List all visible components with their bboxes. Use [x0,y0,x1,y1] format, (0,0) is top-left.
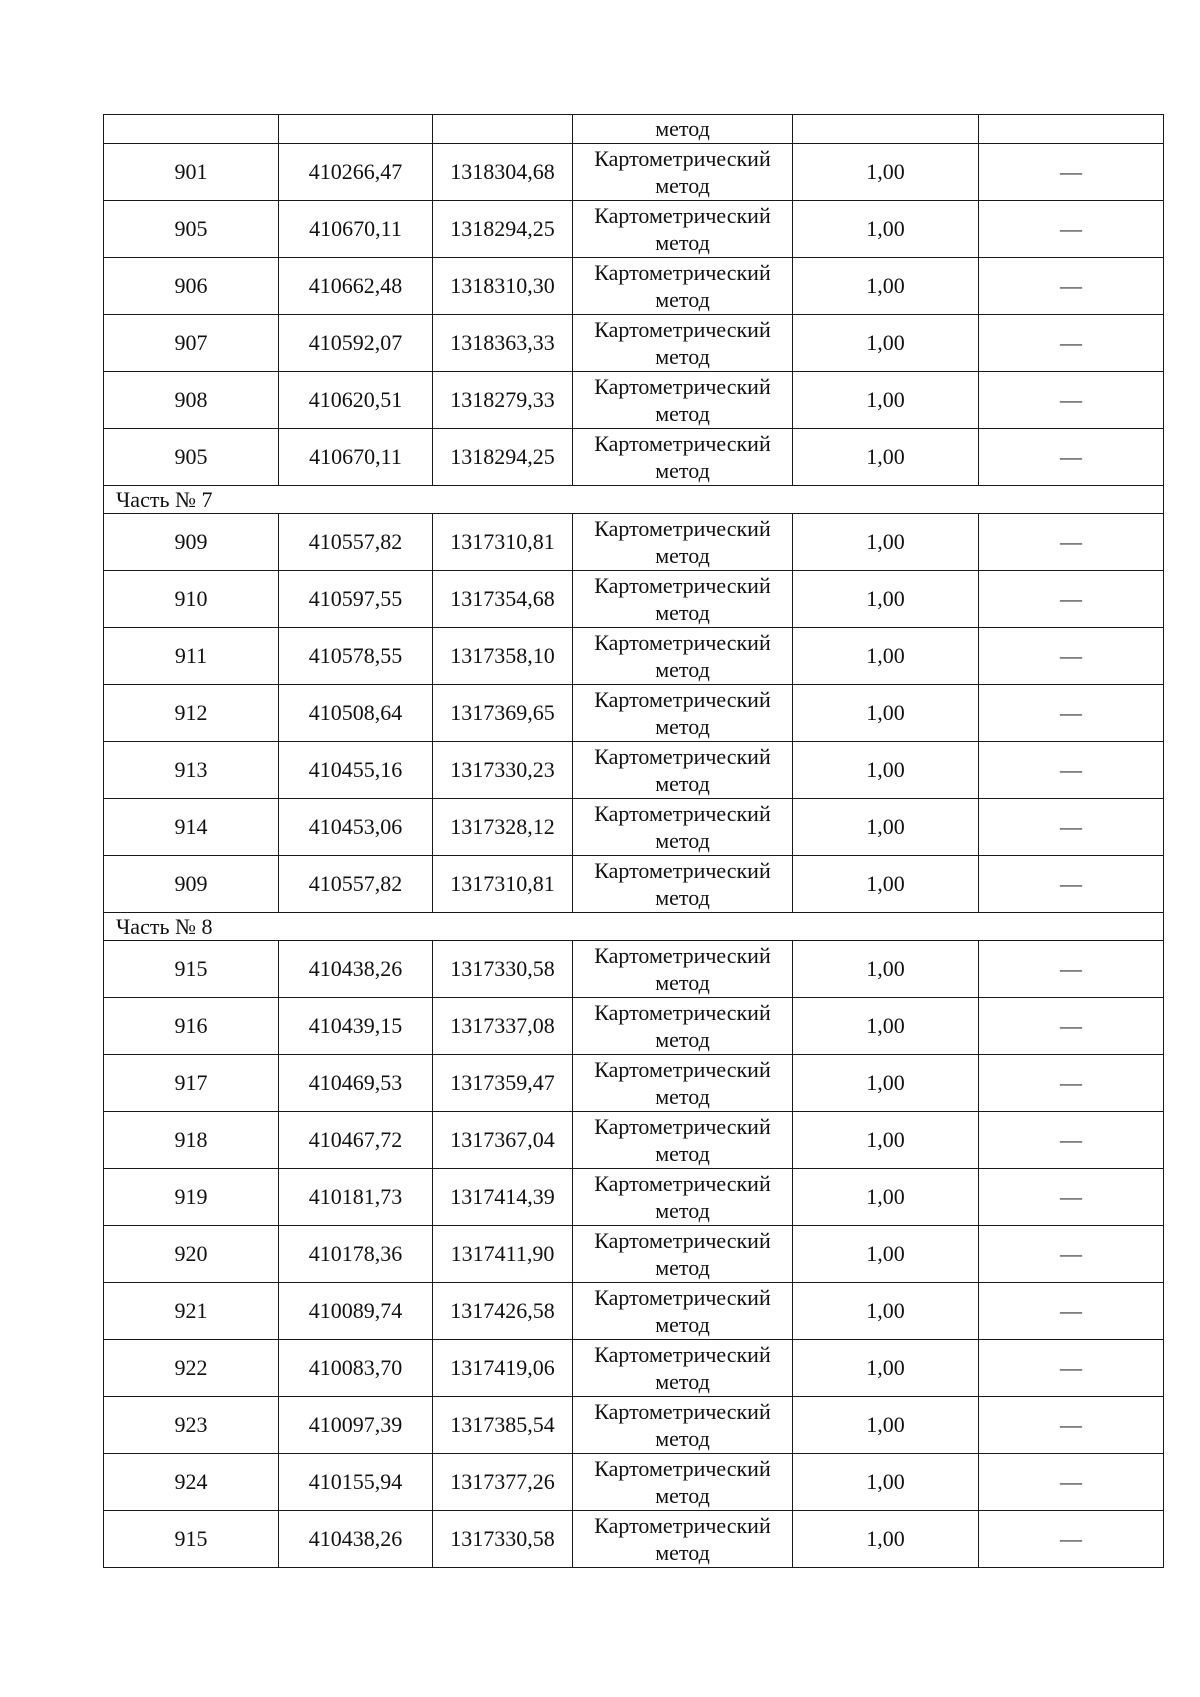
cell-method [573,1397,793,1454]
cell-error: 1,00 [793,685,979,742]
cell-method [573,799,793,856]
cell-point: 915 [104,941,279,998]
cell-method [573,941,793,998]
cell-method [573,1511,793,1568]
cell-error: 1,00 [793,941,979,998]
cell-note: — [979,1340,1164,1397]
cell-point: 923 [104,1397,279,1454]
cell-y: 1317354,68 [433,571,573,628]
method-line-2: метод [655,1483,710,1508]
cell-x: 410670,11 [279,201,433,258]
cell-note: — [979,144,1164,201]
table-row [104,799,1164,856]
cell-point: 909 [104,514,279,571]
cell-method: метод [573,115,793,144]
cell-method [573,1112,793,1169]
cell-method [573,998,793,1055]
method-line-2: метод [655,970,710,995]
cell-point: 918 [104,1112,279,1169]
method-line-2: метод [655,1369,710,1394]
cell-x: 410438,26 [279,941,433,998]
continued-row [104,115,1164,144]
cell-y: 1317377,26 [433,1454,573,1511]
cell-note: — [979,1169,1164,1226]
cell-note: — [979,514,1164,571]
cell-error: 1,00 [793,998,979,1055]
cell-error: 1,00 [793,258,979,315]
cell-error: 1,00 [793,429,979,486]
cell-x: 410266,47 [279,144,433,201]
method-line-1: Картометрический [594,801,771,826]
cell-x: 410438,26 [279,1511,433,1568]
cell-y: 1317328,12 [433,799,573,856]
table-row [104,372,1164,429]
cell-note: — [979,1283,1164,1340]
cell-x: 410181,73 [279,1169,433,1226]
cell-error: 1,00 [793,1169,979,1226]
method-line-2: метод [655,1084,710,1109]
cell-y: 1318279,33 [433,372,573,429]
method-line-1: Картометрический [594,687,771,712]
cell-error: 1,00 [793,1283,979,1340]
method-line-2: метод [655,600,710,625]
cell-method [573,571,793,628]
cell-x: 410089,74 [279,1283,433,1340]
method-line-2: метод [655,1540,710,1565]
cell-method [573,144,793,201]
cell-method [573,1226,793,1283]
section-header-row [104,486,1164,514]
cell-point: 901 [104,144,279,201]
cell-note: — [979,742,1164,799]
method-line-1: Картометрический [594,1285,771,1310]
cell-y: 1318294,25 [433,201,573,258]
cell-x: 410455,16 [279,742,433,799]
cell-point: 917 [104,1055,279,1112]
cell-note: — [979,998,1164,1055]
cell-x: 410508,64 [279,685,433,742]
cell-point: 916 [104,998,279,1055]
cell-y: 1318304,68 [433,144,573,201]
cell-y: 1317358,10 [433,628,573,685]
cell-error: 1,00 [793,628,979,685]
cell-y: 1317310,81 [433,514,573,571]
cell-error: 1,00 [793,1511,979,1568]
cell-error: 1,00 [793,1340,979,1397]
method-line-1: Картометрический [594,1456,771,1481]
cell-error: 1,00 [793,514,979,571]
cell-method [573,685,793,742]
cell-point: 905 [104,429,279,486]
method-line-1: Картометрический [594,1399,771,1424]
cell-y: 1317414,39 [433,1169,573,1226]
cell-note: — [979,258,1164,315]
cell-point: 919 [104,1169,279,1226]
cell-y: 1318310,30 [433,258,573,315]
cell-y: 1317385,54 [433,1397,573,1454]
cell-x: 410670,11 [279,429,433,486]
cell-note: — [979,1454,1164,1511]
cell-note: — [979,941,1164,998]
cell-x: 410578,55 [279,628,433,685]
cell-error: 1,00 [793,571,979,628]
method-line-2: метод [655,828,710,853]
method-line-1: Картометрический [594,1114,771,1139]
cell-point [104,115,279,144]
cell-y: 1317367,04 [433,1112,573,1169]
cell-point: 908 [104,372,279,429]
cell-note: — [979,315,1164,372]
cell-y: 1317426,58 [433,1283,573,1340]
cell-y: 1317419,06 [433,1340,573,1397]
cell-note: — [979,628,1164,685]
cell-error: 1,00 [793,742,979,799]
cell-method [573,1283,793,1340]
cell-note: — [979,685,1164,742]
table-row [104,742,1164,799]
cell-error: 1,00 [793,1055,979,1112]
cell-method [573,1055,793,1112]
cell-y: 1317330,58 [433,1511,573,1568]
cell-point: 906 [104,258,279,315]
method-line-1: Картометрический [594,374,771,399]
method-line-2: метод [655,401,710,426]
cell-x: 410155,94 [279,1454,433,1511]
method-line-2: метод [655,230,710,255]
method-line-2: метод [655,173,710,198]
cell-error: 1,00 [793,144,979,201]
table-row [104,514,1164,571]
method-line-1: Картометрический [594,203,771,228]
method-line-2: метод [655,287,710,312]
method-line-2: метод [655,543,710,568]
cell-method [573,856,793,913]
table-body [104,115,1164,1568]
cell-note: — [979,571,1164,628]
table-row [104,1511,1164,1568]
method-line-1: Картометрический [594,516,771,541]
method-line-1: Картометрический [594,1342,771,1367]
method-line-2: метод [655,1198,710,1223]
cell-method [573,628,793,685]
cell-note: — [979,1511,1164,1568]
cell-x: 410439,15 [279,998,433,1055]
cell-method [573,201,793,258]
cell-y: 1317337,08 [433,998,573,1055]
cell-error: 1,00 [793,315,979,372]
method-line-2: метод [655,1255,710,1280]
table-row [104,571,1164,628]
cell-point: 924 [104,1454,279,1511]
table-row [104,1397,1164,1454]
cell-method [573,1169,793,1226]
method-line-1: Картометрический [594,630,771,655]
table-row [104,1340,1164,1397]
cell-method [573,429,793,486]
method-line-2: метод [655,1426,710,1451]
cell-method [573,514,793,571]
coordinates-table [103,114,1164,1568]
cell-method [573,258,793,315]
table-row [104,315,1164,372]
method-line-1: Картометрический [594,1228,771,1253]
cell-x: 410453,06 [279,799,433,856]
cell-error: 1,00 [793,1112,979,1169]
cell-note: — [979,856,1164,913]
cell-note: — [979,1055,1164,1112]
table-row [104,941,1164,998]
table-row [104,1169,1164,1226]
method-line-2: метод [655,458,710,483]
cell-method [573,315,793,372]
cell-y: 1317330,23 [433,742,573,799]
cell-note: — [979,1397,1164,1454]
cell-method [573,742,793,799]
method-line-1: Картометрический [594,943,771,968]
cell-point: 922 [104,1340,279,1397]
cell-x: 410469,53 [279,1055,433,1112]
section-label: Часть № 8 [104,913,1164,941]
table-row [104,998,1164,1055]
table-row [104,1112,1164,1169]
cell-note: — [979,799,1164,856]
cell-x: 410597,55 [279,571,433,628]
cell-error: 1,00 [793,1454,979,1511]
cell-x: 410557,82 [279,514,433,571]
cell-note: — [979,429,1164,486]
method-line-1: Картометрический [594,317,771,342]
method-line-2: метод [655,714,710,739]
cell-point: 914 [104,799,279,856]
method-line-2: метод [655,1141,710,1166]
cell-x: 410083,70 [279,1340,433,1397]
cell-x: 410592,07 [279,315,433,372]
cell-note: — [979,372,1164,429]
cell-error: 1,00 [793,201,979,258]
method-line-1: Картометрический [594,1057,771,1082]
cell-point: 913 [104,742,279,799]
cell-error: 1,00 [793,856,979,913]
method-line-1: Картометрический [594,744,771,769]
cell-y: 1317310,81 [433,856,573,913]
cell-method [573,1454,793,1511]
table-row [104,628,1164,685]
method-line-2: метод [655,344,710,369]
cell-error: 1,00 [793,1397,979,1454]
cell-note: — [979,1112,1164,1169]
cell-point: 910 [104,571,279,628]
section-label: Часть № 7 [104,486,1164,514]
table-row [104,144,1164,201]
method-line-1: Картометрический [594,1513,771,1538]
method-line-1: Картометрический [594,431,771,456]
cell-point: 921 [104,1283,279,1340]
cell-point: 907 [104,315,279,372]
section-header-row [104,913,1164,941]
cell-note: — [979,1226,1164,1283]
cell-x: 410620,51 [279,372,433,429]
cell-error: 1,00 [793,1226,979,1283]
cell-method [573,1340,793,1397]
cell-y: 1317411,90 [433,1226,573,1283]
cell-point: 912 [104,685,279,742]
cell-x: 410662,48 [279,258,433,315]
method-line-1: Картометрический [594,146,771,171]
cell-point: 920 [104,1226,279,1283]
cell-note: — [979,201,1164,258]
cell-point: 905 [104,201,279,258]
table-row [104,1055,1164,1112]
table-row [104,1226,1164,1283]
table-row [104,1454,1164,1511]
table-row [104,429,1164,486]
method-line-1: Картометрический [594,1171,771,1196]
table-row [104,856,1164,913]
cell-error: 1,00 [793,799,979,856]
cell-note [979,115,1164,144]
cell-x: 410097,39 [279,1397,433,1454]
cell-y [433,115,573,144]
method-line-2: метод [655,657,710,682]
method-line-2: метод [655,885,710,910]
cell-method [573,372,793,429]
table-row [104,258,1164,315]
cell-error: 1,00 [793,372,979,429]
cell-y: 1317369,65 [433,685,573,742]
cell-y: 1318363,33 [433,315,573,372]
method-line-1: Картометрический [594,858,771,883]
table-row [104,685,1164,742]
cell-point: 911 [104,628,279,685]
cell-y: 1317330,58 [433,941,573,998]
cell-x: 410178,36 [279,1226,433,1283]
method-line-2: метод [655,771,710,796]
cell-error [793,115,979,144]
cell-y: 1318294,25 [433,429,573,486]
method-line-2: метод [655,1312,710,1337]
cell-point: 909 [104,856,279,913]
method-line-1: Картометрический [594,1000,771,1025]
method-line-2: метод [655,1027,710,1052]
cell-x: 410467,72 [279,1112,433,1169]
table-row [104,1283,1164,1340]
table-row [104,201,1164,258]
method-line-1: Картометрический [594,573,771,598]
cell-y: 1317359,47 [433,1055,573,1112]
cell-x: 410557,82 [279,856,433,913]
cell-x [279,115,433,144]
method-line-1: Картометрический [594,260,771,285]
cell-point: 915 [104,1511,279,1568]
